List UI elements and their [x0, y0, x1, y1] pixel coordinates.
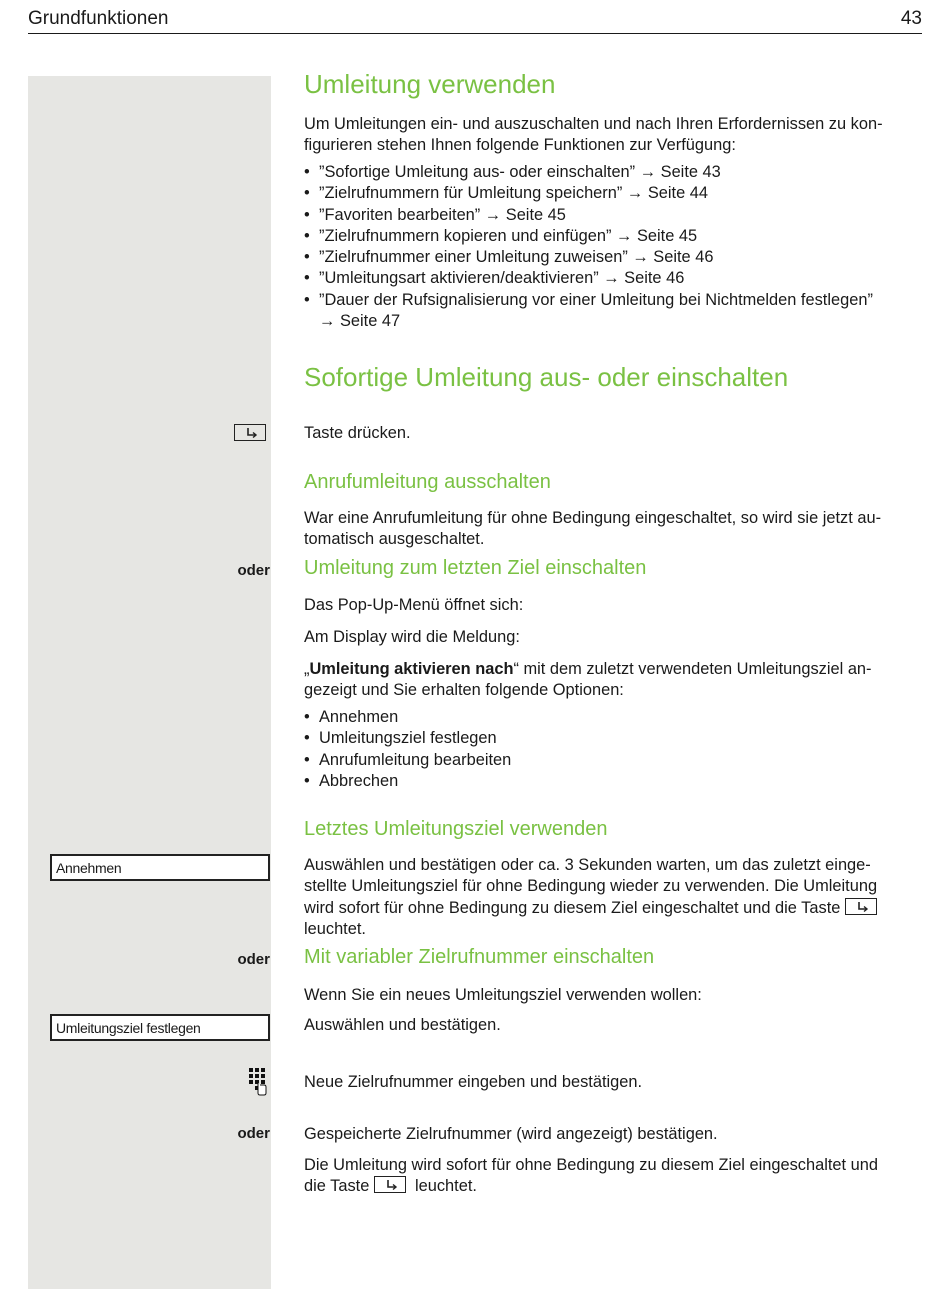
- text-line: stellte Umleitungsziel für ohne Bedingung wieder zu verwenden. Die Umleitung: [304, 877, 878, 896]
- list-item: • ”Sofortige Umleitung aus- oder einschalten” → Seite 43: [304, 162, 924, 183]
- intro-line: Um Umleitungen ein- und auszuschalten und nach Ihren Erfordernissen zu kon-: [304, 115, 883, 133]
- intro-paragraph: [304, 114, 924, 157]
- popup-text: Das Pop-Up-Menü öffnet sich:: [304, 596, 524, 614]
- heading-letztes-ziel-einschalten: Umleitung zum letzten Ziel einschalten: [304, 557, 647, 579]
- quote-paragraph: [304, 659, 924, 702]
- intro-line: figurieren stehen Ihnen folgende Funktionen zur Verfügung:: [304, 136, 736, 155]
- text-span: die Taste: [304, 1177, 370, 1196]
- oder-label: oder: [237, 1125, 270, 1142]
- softkey-umleitungsziel-festlegen[interactable]: Umleitungsziel festlegen: [50, 1014, 270, 1041]
- page-number: 43: [900, 8, 922, 29]
- text-line: gezeigt und Sie erhalten folgende Optionen:: [304, 681, 624, 700]
- list-item-continuation: → Seite 47: [319, 312, 401, 330]
- list-item: • ”Umleitungsart aktivieren/deaktivieren” → Seite 46: [304, 268, 924, 289]
- function-list: [304, 162, 924, 311]
- quote-open: „: [304, 660, 310, 678]
- list-item: • ”Zielrufnummern kopieren und einfügen” → Seite 45: [304, 226, 924, 247]
- saved-number-text: Gespeicherte Zielrufnummer (wird angezeigt) bestätigen.: [304, 1125, 718, 1143]
- text-line: [304, 898, 924, 919]
- text-line: War eine Anrufumleitung für ohne Bedingung eingeschaltet, so wird sie jetzt au-: [304, 509, 882, 527]
- running-head: [28, 8, 922, 34]
- oder-label: oder: [237, 951, 270, 968]
- select-text: Auswählen und bestätigen.: [304, 1016, 501, 1034]
- text-line: Die Umleitung wird sofort für ohne Bedingung zu diesem Ziel eingeschaltet und: [304, 1156, 878, 1174]
- heading-sofortige-umleitung: Sofortige Umleitung aus- oder einschalten: [304, 362, 789, 392]
- display-message: Umleitung aktivieren nach: [309, 660, 514, 678]
- press-key-text: Taste drücken.: [304, 424, 411, 442]
- oder-label: oder: [237, 562, 270, 579]
- list-item: • ”Dauer der Rufsignalisierung vor einer Umleitung bei Nichtmelden festlegen”: [304, 290, 924, 311]
- text-span: leuchtet.: [414, 1177, 477, 1196]
- display-text: Am Display wird die Meldung:: [304, 628, 520, 646]
- text-span: wird sofort für ohne Bedingung zu diesem Ziel eingeschaltet und die Taste: [304, 898, 841, 917]
- text-line: [304, 659, 924, 680]
- enter-number-text: Neue Zielrufnummer eingeben und bestätigen.: [304, 1073, 643, 1091]
- heading-umleitung-verwenden: Umleitung verwenden: [304, 69, 556, 99]
- forward-key-icon: [845, 898, 877, 915]
- heading-letztes-umleitungsziel: Letztes Umleitungsziel verwenden: [304, 818, 608, 840]
- text-line: Auswählen und bestätigen oder ca. 3 Sekunden warten, um das zuletzt einge-: [304, 856, 871, 874]
- forward-key-icon: [234, 424, 266, 441]
- text-line: leuchtet.: [304, 919, 366, 938]
- heading-anrufumleitung-ausschalten: Anrufumleitung ausschalten: [304, 471, 551, 493]
- quote-rest: “ mit dem zuletzt verwendeten Umleitungsziel an-: [513, 660, 872, 678]
- intro-text: Wenn Sie ein neues Umleitungsziel verwenden wollen:: [304, 986, 702, 1004]
- list-item: • Anrufumleitung bearbeiten: [304, 750, 511, 771]
- heading-variable-zielrufnummer: Mit variabler Zielrufnummer einschalten: [304, 946, 655, 968]
- list-item: • Annehmen: [304, 707, 511, 728]
- list-item: • Umleitungsziel festlegen: [304, 728, 511, 749]
- paragraph: [304, 855, 924, 940]
- list-item: • Abbrechen: [304, 771, 511, 792]
- softkey-annehmen[interactable]: Annehmen: [50, 854, 270, 881]
- forward-key-icon: [374, 1176, 406, 1193]
- keypad-icon: [248, 1068, 268, 1096]
- options-list: [304, 707, 511, 792]
- final-paragraph: [304, 1155, 924, 1198]
- paragraph: [304, 508, 924, 551]
- list-item: • ”Zielrufnummer einer Umleitung zuweisen” → Seite 46: [304, 247, 924, 268]
- section-title: Grundfunktionen: [28, 8, 169, 29]
- text-line: [304, 1176, 924, 1197]
- text-line: tomatisch ausgeschaltet.: [304, 530, 485, 549]
- margin-column: [28, 76, 271, 1289]
- list-item: • ”Favoriten bearbeiten” → Seite 45: [304, 205, 924, 226]
- list-item: • ”Zielrufnummern für Umleitung speichern” → Seite 44: [304, 183, 924, 204]
